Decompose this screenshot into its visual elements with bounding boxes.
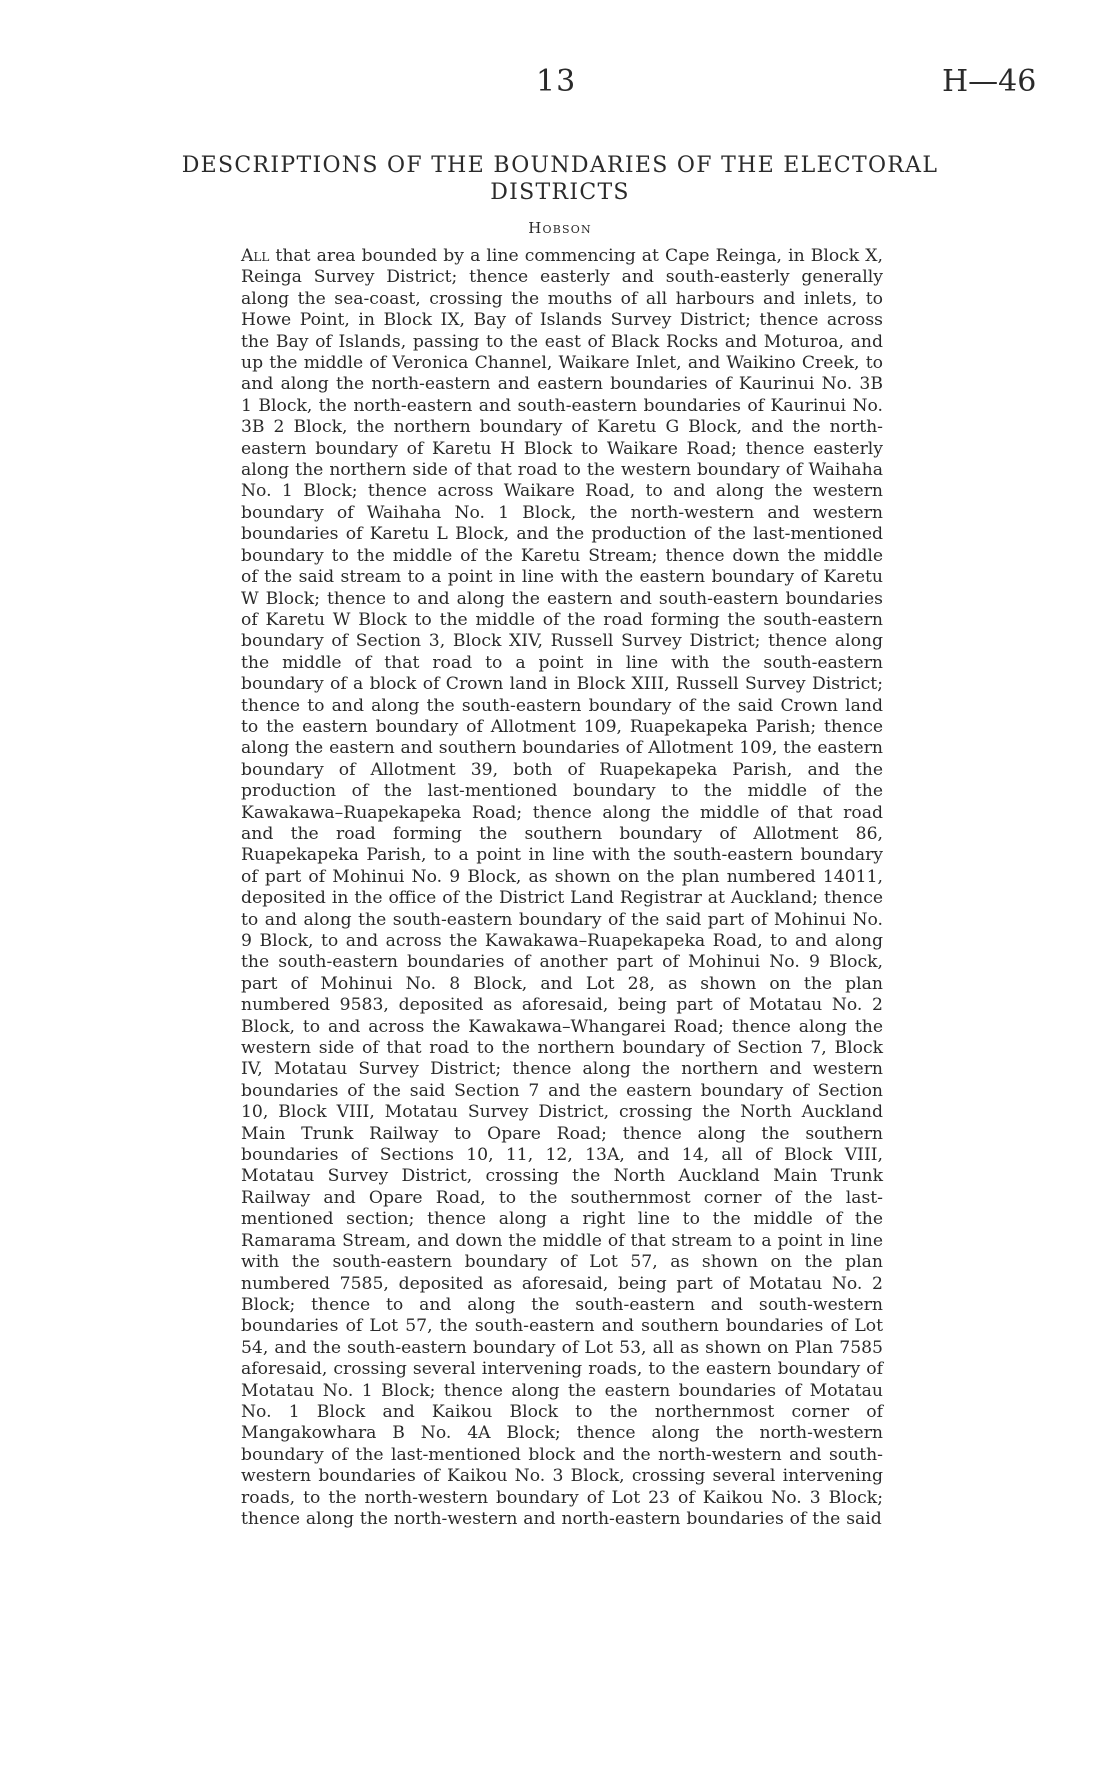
district-heading: Hobson: [528, 219, 592, 237]
page-title: DESCRIPTIONS OF THE BOUNDARIES OF THE ELECTORAL DISTRICTS: [181, 153, 939, 205]
lead-word: All: [241, 246, 270, 266]
page-number: 13: [536, 64, 577, 99]
boundary-description: [241, 246, 883, 1530]
description-text: that area bounded by a line commencing at Cape Reinga, in Block X, Reinga Survey District; thence easterly and south-easterly generally along the sea-coast, crossing the mouths of all harbours and inlets, to Howe Point, in Block IX, Bay of Islands Survey District; thence across the Bay of Islands, passing to the east of Black Rocks and Moturoa, and up the middle of Veronica Channel, Waikare Inlet, and Waikino Creek, to and along the north-eastern and eastern boundaries of Kaurinui No. 3B 1 Block, the north-eastern and south-eastern boundaries of Kaurinui No. 3B 2 Block, the northern boundary of Karetu G Block, and the north-eastern boundary of Karetu H Block to Waikare Road; thence easterly along the northern side of that road to the western boundary of Waihaha No. 1 Block; thence across Waikare Road, to and along the western boundary of Waihaha No. 1 Block, the north-western and western boundaries of Karetu L Block, and the production of the last-mentioned boundary to the middle of the Karetu Stream; thence down the middle of the said stream to a point in line with the eastern boundary of Karetu W Block; thence to and along the eastern and south-eastern boundaries of Karetu W Block to the middle of the road forming the south-eastern boundary of Section 3, Block XIV, Russell Survey District; thence along the middle of that road to a point in line with the south-eastern boundary of a block of Crown land in Block XIII, Russell Survey District; thence to and along the south-eastern boundary of the said Crown land to the eastern boundary of Allotment 109, Ruapekapeka Parish; thence along the eastern and southern boundaries of Allotment 109, the eastern boundary of Allotment 39, both of Ruapekapeka Parish, and the production of the last-mentioned boundary to the middle of the Kawakawa–Ruapekapeka Road; thence along the middle of that road and the road forming the southern boundary of Allotment 86, Ruapekapeka Parish, to a point in line with the south-eastern boundary of part of Mohinui No. 9 Block, as shown on the plan numbered 14011, deposited in the office of the District Land Registrar at Auckland; thence to and along the south-eastern boundary of the said part of Mohinui No. 9 Block, to and across the Kawakawa–Ruapekapeka Road, to and along the south-eastern boundaries of another part of Mohinui No. 9 Block, part of Mohinui No. 8 Block, and Lot 28, as shown on the plan numbered 9583, deposited as aforesaid, being part of Motatau No. 2 Block, to and across the Kawakawa–Whangarei Road; thence along the western side of that road to the northern boundary of Section 7, Block IV, Motatau Survey District; thence along the northern and western boundaries of the said Section 7 and the eastern boundary of Section 10, Block VIII, Motatau Survey District, crossing the North Auckland Main Trunk Railway to Opare Road; thence along the southern boundaries of Sections 10, 11, 12, 13A, and 14, all of Block VIII, Motatau Survey District, crossing the North Auckland Main Trunk Railway and Opare Road, to the southernmost corner of the last-mentioned section; thence along a right line to the middle of the Ramarama Stream, and down the middle of that stream to a point in line with the south-eastern boundary of Lot 57, as shown on the plan numbered 7585, deposited as aforesaid, being part of Motatau No. 2 Block; thence to and along the south-eastern and south-western boundaries of Lot 57, the south-eastern and southern boundaries of Lot 54, and the south-eastern boundary of Lot 53, all as shown on Plan 7585 aforesaid, crossing several intervening roads, to the eastern boundary of Motatau No. 1 Block; thence along the eastern boundaries of Motatau No. 1 Block and Kaikou Block to the northernmost corner of Mangakowhara B No. 4A Block; thence along the north-western boundary of the last-mentioned block and the north-western and south-western boundaries of Kaikou No. 3 Block, crossing several intervening roads, to the north-western boundary of Lot 23 of Kaikou No. 3 Block; thence along the north-western and north-eastern boundaries of the said: [241, 246, 883, 1529]
document-code: H—46: [942, 64, 1037, 99]
